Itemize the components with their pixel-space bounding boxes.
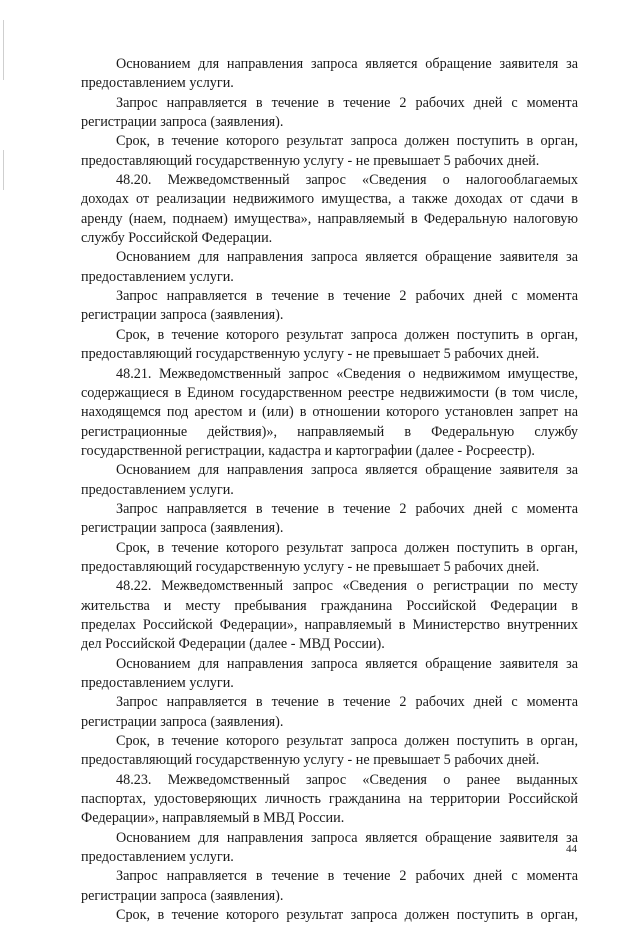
text-line: регистрации запроса (заявления). <box>81 307 284 324</box>
text-line: жительства и месту пребывания гражданина Российской Федерации в <box>81 597 578 614</box>
text-line: Срок, в течение которого результат запроса должен поступить в орган, <box>116 539 578 556</box>
document-body <box>81 55 578 925</box>
text-line: 48.21. Межведомственный запрос «Сведения о недвижимом имуществе, <box>116 365 578 382</box>
text-line: доходах от реализации недвижимого имущества, а также доходах от сдачи в <box>81 191 578 208</box>
text-line: содержащиеся в Едином государственном реестре недвижимости (в том числе, <box>81 384 578 401</box>
text-line: службу Российской Федерации. <box>81 230 273 247</box>
text-line: предоставлением услуги. <box>81 675 234 691</box>
page-number: 44 <box>566 843 577 855</box>
text-line: Основанием для направления запроса является обращение заявителя за <box>116 462 578 479</box>
text-line: предоставляющий государственную услугу - не превышает 5 рабочих дней. <box>81 152 540 169</box>
text-line: Запрос направляется в течение в течение 2 рабочих дней с момента <box>116 94 578 111</box>
text-line: регистрации запроса (заявления). <box>81 887 284 904</box>
text-line: регистрации запроса (заявления). <box>81 713 284 730</box>
text-line: предоставлением услуги. <box>81 481 234 498</box>
text-line: регистрации запроса (заявления). <box>81 520 284 537</box>
text-line: 48.22. Межведомственный запрос «Сведения о регистрации по месту <box>116 578 578 595</box>
text-line: пределах Российской Федерации», направляемый в Министерство внутренних <box>81 616 578 633</box>
text-line: предоставлением услуги. <box>81 75 234 92</box>
text-line: аренду (наем, поднаем) имущества», направляемый в Федеральную налоговую <box>81 210 578 227</box>
text-line: предоставляющий государственную услугу - не превышает 5 рабочих дней. <box>81 346 540 363</box>
text-line: предоставляющий государственную услугу - не превышает 5 рабочих дней. <box>81 752 540 769</box>
text-line: Федерации», направляемый в МВД России. <box>81 810 345 827</box>
text-line: предоставлением услуги. <box>81 849 234 866</box>
text-line: предоставлением услуги. <box>81 268 234 285</box>
text-line: находящемся под арестом и (или) в отношении которого установлен запрет на <box>81 404 578 421</box>
text-line: Срок, в течение которого результат запроса должен поступить в орган, <box>116 133 578 150</box>
text-line: Запрос направляется в течение в течение 2 рабочих дней с момента <box>116 694 578 711</box>
text-line: Запрос направляется в течение в течение 2 рабочих дней с момента <box>116 500 578 517</box>
text-line: 48.23. Межведомственный запрос «Сведения о ранее выданных <box>116 771 578 788</box>
text-line: предоставляющий государственную услугу - не превышает 5 рабочих дней. <box>81 558 540 575</box>
text-line: Запрос направляется в течение в течение 2 рабочих дней с момента <box>116 288 578 305</box>
scan-margin-mark <box>3 150 4 190</box>
text-line: Основанием для направления запроса является обращение заявителя за <box>116 829 578 846</box>
text-line: Основанием для направления запроса является обращение заявителя за <box>116 249 578 266</box>
text-line: регистрационные действия)», направляемый в Федеральную службу <box>81 423 578 440</box>
text-line: Срок, в течение которого результат запроса должен поступить в орган, <box>116 733 578 750</box>
text-line: паспортах, удостоверяющих личность гражданина на территории Российской <box>81 791 578 808</box>
text-line: дел Российской Федерации (далее - МВД России). <box>81 636 385 653</box>
text-line: Срок, в течение которого результат запроса должен поступить в орган, <box>116 907 578 924</box>
text-line: государственной регистрации, кадастра и картографии (далее - Росреестр). <box>81 442 535 459</box>
text-line: 48.20. Межведомственный запрос «Сведения о налогооблагаемых <box>116 172 578 189</box>
scan-margin-mark <box>3 20 4 80</box>
text-line: Основанием для направления запроса является обращение заявителя за <box>116 56 578 72</box>
text-line: Срок, в течение которого результат запроса должен поступить в орган, <box>116 326 578 343</box>
text-line: регистрации запроса (заявления). <box>81 114 284 131</box>
text-line: Основанием для направления запроса является обращение заявителя за <box>116 655 578 672</box>
text-line: Запрос направляется в течение в течение 2 рабочих дней с момента <box>116 868 578 885</box>
